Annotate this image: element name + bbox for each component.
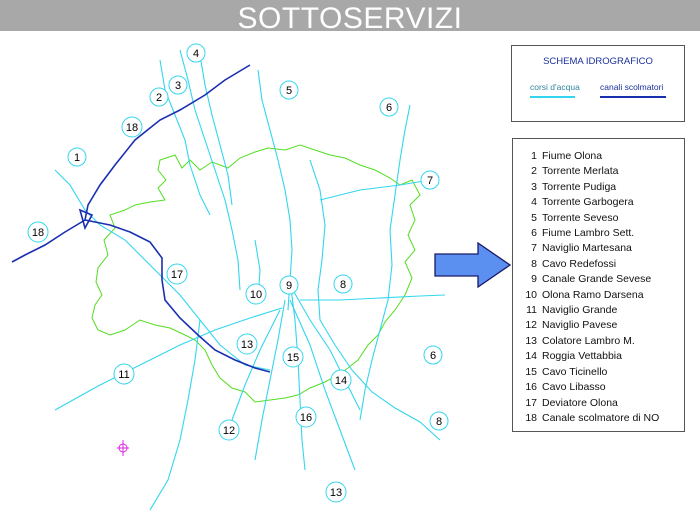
list-item (519, 288, 659, 303)
svg-text:6: 6 (429, 350, 437, 362)
list-item-number: 2 (531, 165, 537, 178)
list-item-name: Naviglio Martesana (542, 242, 632, 255)
list-item-number: 9 (531, 273, 537, 286)
list-item-name: Naviglio Grande (542, 304, 618, 317)
map-label (68, 148, 86, 166)
map-label (424, 346, 442, 364)
list-item (519, 365, 659, 380)
map-label (331, 370, 351, 390)
svg-text:12: 12 (222, 425, 236, 437)
map-label (246, 284, 266, 304)
list-item-number: 8 (531, 257, 537, 270)
svg-text:17: 17 (170, 269, 184, 281)
legend-watercourses-label: corsi d'acqua (530, 82, 580, 92)
list-item (519, 349, 659, 364)
map-label (237, 334, 257, 354)
list-item-number: 4 (531, 196, 537, 209)
list-item (519, 195, 659, 210)
list-item-number: 18 (525, 411, 537, 424)
legend-spillways-label: canali scolmatori (600, 82, 664, 92)
location-marker-icon (117, 440, 129, 456)
list-item-number: 14 (525, 350, 537, 363)
map-label (283, 347, 303, 367)
map-label (421, 171, 439, 189)
map-label (219, 420, 239, 440)
map-labels (28, 44, 448, 502)
list-item (519, 241, 659, 256)
list-item-number: 5 (531, 211, 537, 224)
map-label (28, 222, 48, 242)
list-item (519, 257, 659, 272)
list-item-number: 11 (526, 304, 537, 317)
list-item-name: Deviatore Olona (542, 396, 618, 409)
list-item-number: 1 (531, 150, 537, 162)
spillways (12, 65, 270, 372)
map-label (169, 76, 187, 94)
legend-spillways-swatch (600, 96, 666, 98)
list-item-name: Cavo Redefossi (542, 257, 617, 270)
svg-text:8: 8 (339, 279, 347, 291)
map-label (167, 264, 187, 284)
map-label (296, 407, 316, 427)
svg-text:18: 18 (31, 227, 45, 239)
list-item-name: Cavo Ticinello (542, 365, 608, 378)
list-item (519, 334, 659, 349)
legend-title: SCHEMA IDROGRAFICO (543, 56, 653, 67)
list-item (519, 226, 659, 241)
list-item-name: Torrente Pudiga (542, 180, 617, 193)
list-item-number: 13 (525, 334, 537, 347)
rivers-list-box (512, 138, 685, 432)
list-item-name: Canale scolmatore di NO (542, 411, 660, 424)
map-label (430, 412, 448, 430)
legend-box (511, 45, 685, 122)
list-item-name: Fiume Lambro Sett. (542, 227, 635, 240)
list-item-name: Fiume Olona (542, 150, 603, 162)
list-item-number: 15 (525, 365, 537, 378)
list-item (519, 303, 659, 318)
map-label (150, 88, 168, 106)
map-label (334, 275, 352, 293)
svg-text:13: 13 (240, 339, 254, 351)
map-label (380, 98, 398, 116)
list-item-name: Torrente Garbogera (542, 196, 634, 209)
svg-text:9: 9 (285, 280, 293, 292)
list-item-name: Torrente Merlata (542, 165, 619, 178)
svg-text:15: 15 (286, 352, 300, 364)
svg-text:11: 11 (118, 369, 130, 381)
svg-text:1: 1 (73, 152, 81, 164)
list-item-name: Cavo Libasso (542, 381, 606, 394)
svg-text:2: 2 (155, 92, 163, 104)
list-item (519, 211, 659, 226)
svg-text:16: 16 (299, 412, 313, 424)
map-label (280, 276, 298, 294)
svg-text:13: 13 (329, 487, 343, 499)
svg-text:10: 10 (249, 289, 263, 301)
list-item-number: 12 (525, 319, 537, 332)
svg-text:5: 5 (285, 85, 293, 97)
arrow-right-icon (434, 242, 512, 288)
map-label (122, 117, 142, 137)
svg-text:3: 3 (174, 80, 182, 92)
map-label (280, 81, 298, 99)
watercourses (55, 50, 445, 510)
rivers-list (519, 149, 659, 426)
svg-text:18: 18 (125, 122, 139, 134)
svg-text:7: 7 (426, 175, 434, 187)
list-item (519, 149, 659, 164)
map-label (114, 364, 134, 384)
list-item (519, 396, 659, 411)
list-item-name: Olona Ramo Darsena (542, 288, 644, 301)
list-item-number: 17 (525, 396, 537, 409)
list-item-name: Naviglio Pavese (542, 319, 618, 332)
list-item (519, 318, 659, 333)
list-item-name: Canale Grande Sevese (542, 273, 652, 286)
list-item-number: 3 (531, 180, 537, 193)
list-item-number: 7 (531, 242, 537, 255)
list-item-name: Torrente Seveso (542, 211, 619, 224)
list-item (519, 272, 659, 287)
svg-text:14: 14 (334, 375, 348, 387)
svg-text:6: 6 (385, 102, 393, 114)
list-item-name: Roggia Vettabbia (542, 350, 622, 363)
map-label (187, 44, 205, 62)
list-item-number: 10 (525, 288, 537, 301)
list-item (519, 411, 659, 426)
map-label (326, 482, 346, 502)
page-title: SOTTOSERVIZI (237, 2, 463, 31)
legend-watercourses-swatch (530, 96, 575, 98)
list-item (519, 380, 659, 395)
list-item-number: 16 (525, 381, 537, 394)
list-item (519, 180, 659, 195)
svg-text:8: 8 (435, 416, 443, 428)
list-item (519, 164, 659, 179)
list-item-number: 6 (531, 227, 537, 240)
svg-text:4: 4 (192, 48, 200, 60)
list-item-name: Colatore Lambro M. (542, 334, 635, 347)
